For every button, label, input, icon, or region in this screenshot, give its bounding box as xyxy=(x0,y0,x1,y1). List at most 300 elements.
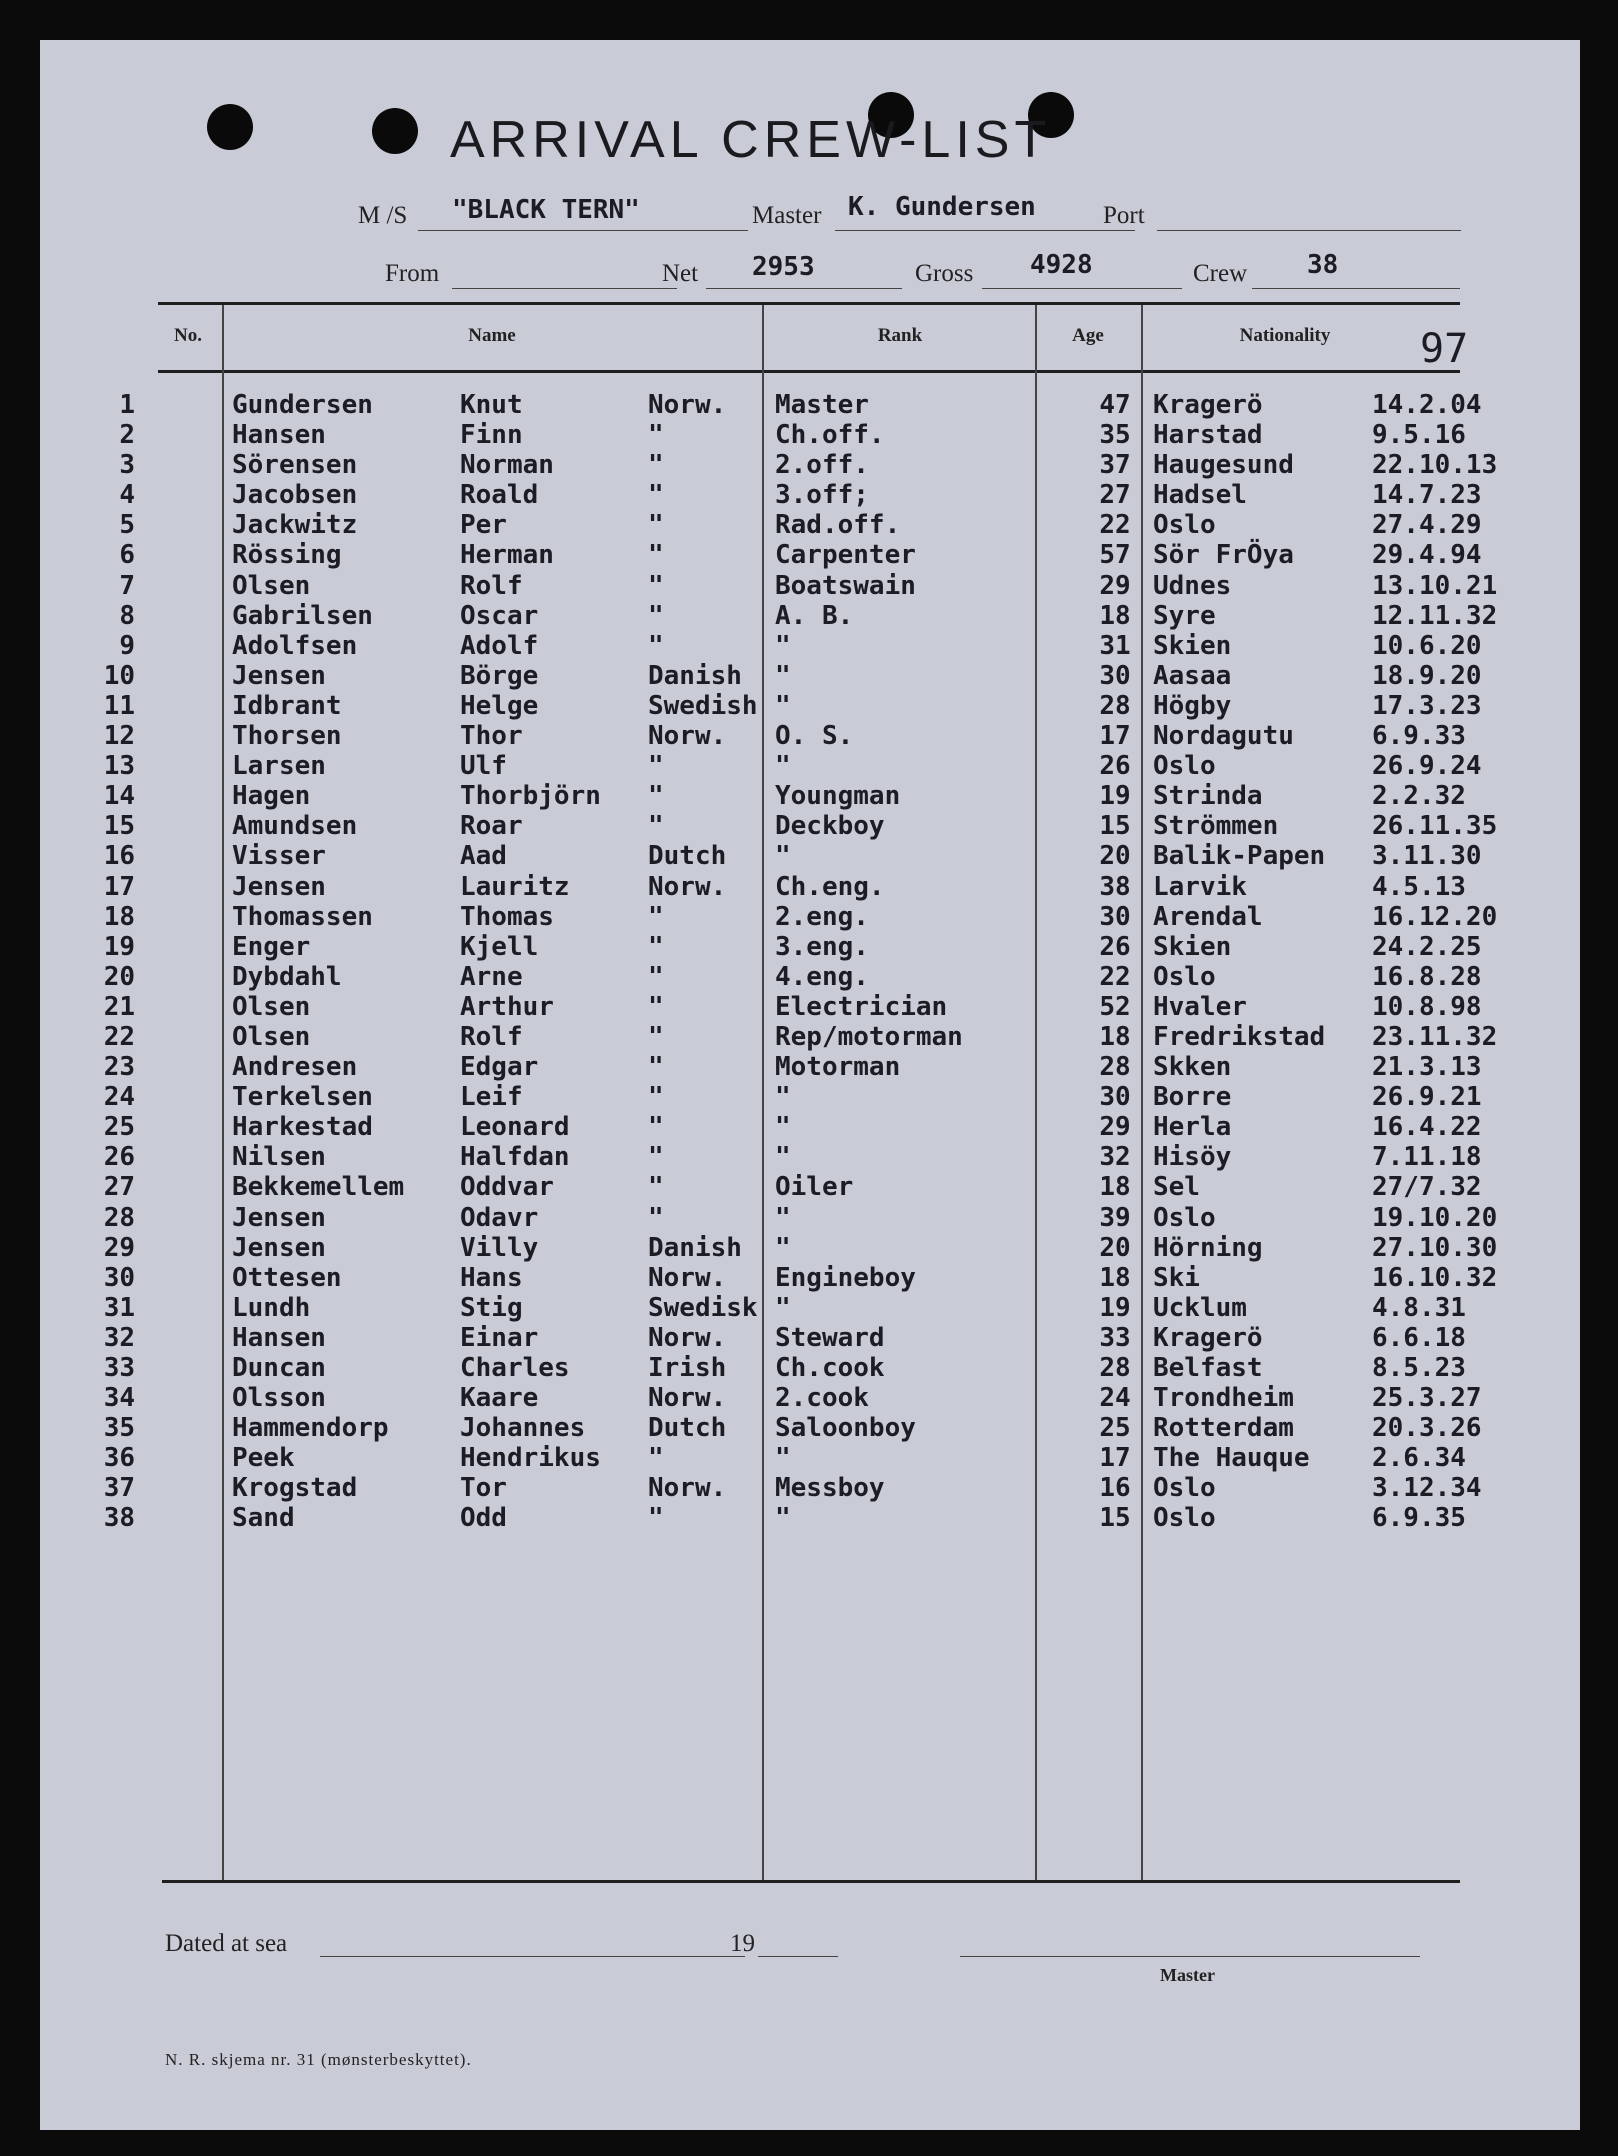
age-cell: 27 xyxy=(1099,480,1131,511)
surname-cell: Enger xyxy=(232,931,311,962)
age-cell: 18 xyxy=(1099,1172,1131,1203)
first-name-cell: Johannes xyxy=(460,1413,586,1444)
table-row xyxy=(40,510,1580,540)
age-cell: 18 xyxy=(1099,1021,1131,1052)
surname-cell: Thorsen xyxy=(232,721,342,752)
surname-cell: Jensen xyxy=(232,660,326,691)
row-number: 17 xyxy=(103,871,135,902)
row-number: 28 xyxy=(103,1202,135,1233)
nationality-cell: " xyxy=(648,630,664,661)
surname-cell: Jensen xyxy=(232,1202,326,1233)
first-name-cell: Roar xyxy=(460,811,523,842)
age-cell: 52 xyxy=(1099,991,1131,1022)
table-row xyxy=(40,1203,1580,1233)
birthdate-cell: 16.4.22 xyxy=(1372,1112,1482,1143)
age-cell: 16 xyxy=(1099,1473,1131,1504)
surname-cell: Dybdahl xyxy=(232,961,342,992)
surname-cell: Olsen xyxy=(232,991,311,1022)
nationality-cell: " xyxy=(648,480,664,511)
birthplace-cell: Ski xyxy=(1153,1262,1200,1293)
punch-hole-left xyxy=(207,104,253,150)
birthdate-cell: 27/7.32 xyxy=(1372,1172,1482,1203)
table-row xyxy=(40,1293,1580,1323)
surname-cell: Jackwitz xyxy=(232,510,358,541)
nationality-cell: " xyxy=(648,1082,664,1113)
table-row xyxy=(40,1353,1580,1383)
age-cell: 18 xyxy=(1099,600,1131,631)
nationality-cell: Norw. xyxy=(648,871,727,902)
birthplace-cell: Harstad xyxy=(1153,420,1263,451)
first-name-cell: Adolf xyxy=(460,630,539,661)
rank-cell: " xyxy=(775,1202,791,1233)
birthdate-cell: 4.8.31 xyxy=(1372,1292,1466,1323)
row-number: 8 xyxy=(119,600,135,631)
row-number: 30 xyxy=(103,1262,135,1293)
birthplace-cell: Haugesund xyxy=(1153,450,1294,481)
dated-at-sea-label: Dated at sea xyxy=(165,1930,288,1957)
birthdate-cell: 16.12.20 xyxy=(1372,901,1498,932)
birthdate-cell: 10.6.20 xyxy=(1372,630,1482,661)
birthplace-cell: Hadsel xyxy=(1153,480,1247,511)
year-line xyxy=(758,1956,838,1957)
first-name-cell: Ulf xyxy=(460,751,507,782)
table-row xyxy=(40,932,1580,962)
rank-cell: " xyxy=(775,630,791,661)
birthdate-cell: 27.10.30 xyxy=(1372,1232,1498,1263)
birthplace-cell: Skken xyxy=(1153,1052,1232,1083)
rank-cell: Engineboy xyxy=(775,1262,916,1293)
row-number: 34 xyxy=(103,1383,135,1414)
first-name-cell: Hendrikus xyxy=(460,1443,601,1474)
first-name-cell: Oddvar xyxy=(460,1172,554,1203)
first-name-cell: Aad xyxy=(460,841,507,872)
rank-cell: Ch.cook xyxy=(775,1353,885,1383)
nationality-cell: Swedisk xyxy=(648,1292,758,1323)
surname-cell: Terkelsen xyxy=(232,1082,373,1113)
rank-cell: Ch.eng. xyxy=(775,871,885,902)
birthdate-cell: 4.5.13 xyxy=(1372,871,1466,902)
nationality-cell: Swedish xyxy=(648,690,758,721)
birthplace-cell: Strinda xyxy=(1153,781,1263,812)
nationality-cell: Norw. xyxy=(648,390,727,420)
surname-cell: Bekkemellem xyxy=(232,1172,405,1203)
net-value: 2953 xyxy=(752,252,815,282)
row-number: 12 xyxy=(103,721,135,752)
table-row xyxy=(40,841,1580,871)
ms-label: M /S xyxy=(358,202,408,229)
age-cell: 24 xyxy=(1099,1383,1131,1414)
first-name-cell: Edgar xyxy=(460,1052,539,1083)
rank-cell: " xyxy=(775,1112,791,1143)
age-cell: 19 xyxy=(1099,1292,1131,1323)
birthplace-cell: Belfast xyxy=(1153,1353,1263,1383)
birthdate-cell: 18.9.20 xyxy=(1372,660,1482,691)
birthdate-cell: 12.11.32 xyxy=(1372,600,1498,631)
age-cell: 28 xyxy=(1099,690,1131,721)
rank-cell: " xyxy=(775,1503,791,1534)
nationality-cell: " xyxy=(648,570,664,601)
nationality-cell: Norw. xyxy=(648,1262,727,1293)
row-number: 23 xyxy=(103,1052,135,1083)
age-cell: 38 xyxy=(1099,871,1131,902)
first-name-cell: Villy xyxy=(460,1232,539,1263)
age-cell: 20 xyxy=(1099,1232,1131,1263)
master-name-line xyxy=(835,230,1135,231)
age-cell: 39 xyxy=(1099,1202,1131,1233)
birthdate-cell: 2.6.34 xyxy=(1372,1443,1466,1474)
age-cell: 32 xyxy=(1099,1142,1131,1173)
row-number: 20 xyxy=(103,961,135,992)
age-cell: 35 xyxy=(1099,420,1131,451)
crew-line xyxy=(1252,288,1460,289)
rank-cell: " xyxy=(775,841,791,872)
row-number: 29 xyxy=(103,1232,135,1263)
birthplace-cell: Borre xyxy=(1153,1082,1232,1113)
table-row xyxy=(40,962,1580,992)
birthdate-cell: 2.2.32 xyxy=(1372,781,1466,812)
birthplace-cell: Hisöy xyxy=(1153,1142,1232,1173)
surname-cell: Hammendorp xyxy=(232,1413,389,1444)
first-name-cell: Thomas xyxy=(460,901,554,932)
row-number: 35 xyxy=(103,1413,135,1444)
rank-cell: Oiler xyxy=(775,1172,854,1203)
birthdate-cell: 16.8.28 xyxy=(1372,961,1482,992)
ship-name: "BLACK TERN" xyxy=(452,195,640,225)
surname-cell: Gundersen xyxy=(232,390,373,420)
rank-cell: 4.eng. xyxy=(775,961,869,992)
birthdate-cell: 19.10.20 xyxy=(1372,1202,1498,1233)
net-line xyxy=(706,288,902,289)
birthplace-cell: Kragerö xyxy=(1153,1322,1263,1353)
gross-line xyxy=(982,288,1182,289)
nationality-cell: " xyxy=(648,1443,664,1474)
table-row xyxy=(40,390,1580,420)
first-name-cell: Lauritz xyxy=(460,871,570,902)
nationality-cell: Irish xyxy=(648,1353,727,1383)
header-rank: Rank xyxy=(877,325,923,346)
age-cell: 37 xyxy=(1099,450,1131,481)
first-name-cell: Arthur xyxy=(460,991,554,1022)
row-number: 37 xyxy=(103,1473,135,1504)
nationality-cell: " xyxy=(648,1112,664,1143)
age-cell: 22 xyxy=(1099,961,1131,992)
first-name-cell: Rolf xyxy=(460,570,523,601)
rank-cell: 2.eng. xyxy=(775,901,869,932)
surname-cell: Gabrilsen xyxy=(232,600,373,631)
first-name-cell: Leonard xyxy=(460,1112,570,1143)
first-name-cell: Norman xyxy=(460,450,554,481)
birthplace-cell: Oslo xyxy=(1153,751,1216,782)
row-number: 9 xyxy=(119,630,135,661)
table-row xyxy=(40,1323,1580,1353)
rank-cell: " xyxy=(775,1292,791,1323)
age-cell: 17 xyxy=(1099,721,1131,752)
table-row xyxy=(40,751,1580,781)
header-name: Name xyxy=(468,325,516,346)
nationality-cell: " xyxy=(648,811,664,842)
birthplace-cell: Oslo xyxy=(1153,1202,1216,1233)
nationality-cell: " xyxy=(648,781,664,812)
crew-label: Crew xyxy=(1193,260,1248,287)
gross-value: 4928 xyxy=(1030,250,1093,280)
row-number: 31 xyxy=(103,1292,135,1323)
nationality-cell: " xyxy=(648,1172,664,1203)
signature-label: Master xyxy=(1160,1965,1215,1985)
rank-cell: 2.cook xyxy=(775,1383,869,1414)
table-row xyxy=(40,902,1580,932)
net-label: Net xyxy=(662,260,699,287)
birthplace-cell: Kragerö xyxy=(1153,390,1263,420)
first-name-cell: Kaare xyxy=(460,1383,539,1414)
surname-cell: Visser xyxy=(232,841,326,872)
row-number: 1 xyxy=(119,390,135,420)
table-row xyxy=(40,631,1580,661)
punch-hole-center-left xyxy=(372,108,418,154)
birthdate-cell: 3.12.34 xyxy=(1372,1473,1482,1504)
age-cell: 30 xyxy=(1099,660,1131,691)
birthdate-cell: 21.3.13 xyxy=(1372,1052,1482,1083)
first-name-cell: Herman xyxy=(460,540,554,571)
surname-cell: Jacobsen xyxy=(232,480,358,511)
table-row xyxy=(40,480,1580,510)
nationality-cell: Norw. xyxy=(648,1322,727,1353)
nationality-cell: Danish xyxy=(648,1232,742,1263)
row-number: 25 xyxy=(103,1112,135,1143)
birthdate-cell: 8.5.23 xyxy=(1372,1353,1466,1383)
nationality-cell: " xyxy=(648,1503,664,1534)
first-name-cell: Oscar xyxy=(460,600,539,631)
birthplace-cell: Oslo xyxy=(1153,510,1216,541)
nationality-cell: Norw. xyxy=(648,1473,727,1504)
nationality-cell: " xyxy=(648,420,664,451)
nationality-cell: " xyxy=(648,1202,664,1233)
surname-cell: Ottesen xyxy=(232,1262,342,1293)
crew-list-form xyxy=(40,40,1580,2130)
first-name-cell: Leif xyxy=(460,1082,523,1113)
birthplace-cell: Oslo xyxy=(1153,1473,1216,1504)
first-name-cell: Kjell xyxy=(460,931,539,962)
birthdate-cell: 9.5.16 xyxy=(1372,420,1466,451)
birthdate-cell: 13.10.21 xyxy=(1372,570,1498,601)
row-number: 11 xyxy=(103,690,135,721)
birthdate-cell: 16.10.32 xyxy=(1372,1262,1498,1293)
row-number: 33 xyxy=(103,1353,135,1383)
birthplace-cell: Larvik xyxy=(1153,871,1247,902)
surname-cell: Adolfsen xyxy=(232,630,358,661)
age-cell: 17 xyxy=(1099,1443,1131,1474)
gross-label: Gross xyxy=(915,260,974,287)
table-row xyxy=(40,540,1580,570)
first-name-cell: Odd xyxy=(460,1503,507,1534)
surname-cell: Hansen xyxy=(232,420,326,451)
master-label: Master xyxy=(752,202,822,229)
age-cell: 22 xyxy=(1099,510,1131,541)
birthdate-cell: 22.10.13 xyxy=(1372,450,1498,481)
rank-cell: Master xyxy=(775,390,869,420)
row-number: 4 xyxy=(119,480,135,511)
first-name-cell: Finn xyxy=(460,420,523,451)
table-bottom-rule xyxy=(162,1880,1460,1883)
rank-cell: A. B. xyxy=(775,600,854,631)
table-row xyxy=(40,781,1580,811)
surname-cell: Krogstad xyxy=(232,1473,358,1504)
birthplace-cell: Oslo xyxy=(1153,961,1216,992)
birthplace-cell: Skien xyxy=(1153,630,1232,661)
table-row xyxy=(40,1172,1580,1202)
table-row xyxy=(40,1473,1580,1503)
rank-cell: " xyxy=(775,751,791,782)
birthdate-cell: 14.7.23 xyxy=(1372,480,1482,511)
year-prefix: 19 xyxy=(730,1930,755,1957)
crew-value: 38 xyxy=(1307,250,1339,280)
birthplace-cell: Syre xyxy=(1153,600,1216,631)
surname-cell: Jensen xyxy=(232,1232,326,1263)
nationality-cell: " xyxy=(648,1021,664,1052)
row-number: 26 xyxy=(103,1142,135,1173)
rank-cell: O. S. xyxy=(775,721,854,752)
table-row xyxy=(40,601,1580,631)
birthplace-cell: Hvaler xyxy=(1153,991,1247,1022)
first-name-cell: Thor xyxy=(460,721,523,752)
birthdate-cell: 20.3.26 xyxy=(1372,1413,1482,1444)
nationality-cell: " xyxy=(648,961,664,992)
row-number: 36 xyxy=(103,1443,135,1474)
rank-cell: " xyxy=(775,1443,791,1474)
birthplace-cell: Sör FrÖya xyxy=(1153,540,1294,571)
birthdate-cell: 23.11.32 xyxy=(1372,1021,1498,1052)
table-header-rule xyxy=(158,370,1460,373)
surname-cell: Hagen xyxy=(232,781,311,812)
table-row xyxy=(40,661,1580,691)
birthdate-cell: 6.9.33 xyxy=(1372,721,1466,752)
birthplace-cell: Herla xyxy=(1153,1112,1232,1143)
age-cell: 47 xyxy=(1099,390,1131,420)
surname-cell: Lundh xyxy=(232,1292,311,1323)
table-row xyxy=(40,992,1580,1022)
nationality-cell: " xyxy=(648,1142,664,1173)
ship-name-line xyxy=(418,230,748,231)
nationality-cell: " xyxy=(648,751,664,782)
age-cell: 15 xyxy=(1099,811,1131,842)
surname-cell: Sand xyxy=(232,1503,295,1534)
first-name-cell: Roald xyxy=(460,480,539,511)
row-number: 38 xyxy=(103,1503,135,1534)
age-cell: 15 xyxy=(1099,1503,1131,1534)
rank-cell: " xyxy=(775,690,791,721)
birthplace-cell: Fredrikstad xyxy=(1153,1021,1326,1052)
row-number: 7 xyxy=(119,570,135,601)
nationality-cell: " xyxy=(648,600,664,631)
table-row xyxy=(40,1443,1580,1473)
surname-cell: Jensen xyxy=(232,871,326,902)
signature-line xyxy=(960,1956,1420,1957)
rank-cell: 2.off. xyxy=(775,450,869,481)
age-cell: 31 xyxy=(1099,630,1131,661)
birthplace-cell: Sel xyxy=(1153,1172,1200,1203)
table-top-rule xyxy=(158,302,1460,305)
birthdate-cell: 3.11.30 xyxy=(1372,841,1482,872)
age-cell: 33 xyxy=(1099,1322,1131,1353)
age-cell: 30 xyxy=(1099,901,1131,932)
rank-cell: Ch.off. xyxy=(775,420,885,451)
surname-cell: Peek xyxy=(232,1443,295,1474)
age-cell: 18 xyxy=(1099,1262,1131,1293)
rank-cell: Carpenter xyxy=(775,540,916,571)
rank-cell: Rad.off. xyxy=(775,510,901,541)
birthplace-cell: Nordagutu xyxy=(1153,721,1294,752)
page-number: 97 xyxy=(1420,326,1469,372)
rank-cell: Saloonboy xyxy=(775,1413,916,1444)
surname-cell: Idbrant xyxy=(232,690,342,721)
header-age: Age xyxy=(1072,325,1104,346)
age-cell: 28 xyxy=(1099,1353,1131,1383)
age-cell: 26 xyxy=(1099,931,1131,962)
age-cell: 30 xyxy=(1099,1082,1131,1113)
first-name-cell: Helge xyxy=(460,690,539,721)
form-footer: N. R. skjema nr. 31 (mønsterbeskyttet). xyxy=(165,2050,472,2069)
rank-cell: " xyxy=(775,660,791,691)
rank-cell: Motorman xyxy=(775,1052,901,1083)
header-no: No. xyxy=(174,325,202,346)
row-number: 5 xyxy=(119,510,135,541)
rank-cell: " xyxy=(775,1082,791,1113)
surname-cell: Hansen xyxy=(232,1322,326,1353)
birthplace-cell: Högby xyxy=(1153,690,1232,721)
row-number: 6 xyxy=(119,540,135,571)
first-name-cell: Hans xyxy=(460,1262,523,1293)
nationality-cell: Norw. xyxy=(648,1383,727,1414)
row-number: 18 xyxy=(103,901,135,932)
birthdate-cell: 17.3.23 xyxy=(1372,690,1482,721)
crew-table-body xyxy=(40,390,1580,1534)
birthplace-cell: Oslo xyxy=(1153,1503,1216,1534)
master-name: K. Gundersen xyxy=(848,192,1036,222)
first-name-cell: Stig xyxy=(460,1292,523,1323)
birthplace-cell: Arendal xyxy=(1153,901,1263,932)
birthdate-cell: 25.3.27 xyxy=(1372,1383,1482,1414)
first-name-cell: Tor xyxy=(460,1473,507,1504)
row-number: 27 xyxy=(103,1172,135,1203)
birthplace-cell: Balik-Papen xyxy=(1153,841,1326,872)
rank-cell: Electrician xyxy=(775,991,948,1022)
age-cell: 29 xyxy=(1099,570,1131,601)
first-name-cell: Halfdan xyxy=(460,1142,570,1173)
nationality-cell: " xyxy=(648,1052,664,1083)
table-row xyxy=(40,420,1580,450)
rank-cell: Messboy xyxy=(775,1473,885,1504)
surname-cell: Olsson xyxy=(232,1383,326,1414)
table-row xyxy=(40,1383,1580,1413)
birthplace-cell: Hörning xyxy=(1153,1232,1263,1263)
birthplace-cell: Trondheim xyxy=(1153,1383,1294,1414)
birthdate-cell: 6.6.18 xyxy=(1372,1322,1466,1353)
birthplace-cell: Udnes xyxy=(1153,570,1232,601)
age-cell: 19 xyxy=(1099,781,1131,812)
first-name-cell: Börge xyxy=(460,660,539,691)
surname-cell: Rössing xyxy=(232,540,342,571)
surname-cell: Andresen xyxy=(232,1052,358,1083)
rank-cell: Youngman xyxy=(775,781,901,812)
nationality-cell: Dutch xyxy=(648,1413,727,1444)
age-cell: 57 xyxy=(1099,540,1131,571)
rank-cell: " xyxy=(775,1142,791,1173)
surname-cell: Thomassen xyxy=(232,901,373,932)
birthdate-cell: 7.11.18 xyxy=(1372,1142,1482,1173)
table-row xyxy=(40,571,1580,601)
from-line xyxy=(452,288,677,289)
birthdate-cell: 27.4.29 xyxy=(1372,510,1482,541)
rank-cell: Steward xyxy=(775,1322,885,1353)
